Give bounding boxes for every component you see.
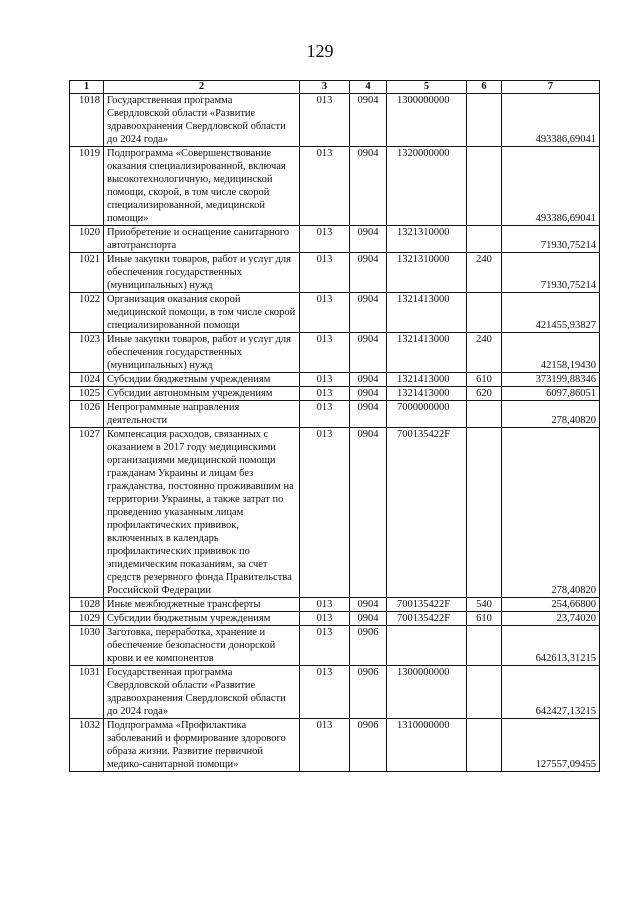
row-ministry-code: 013 <box>300 253 350 293</box>
table-row <box>70 293 600 333</box>
row-number: 1019 <box>70 147 104 226</box>
header-col-1: 1 <box>70 81 104 94</box>
row-target-code: 700135422F <box>387 612 467 626</box>
row-name: Компенсация расходов, связанных с оказанием в 2017 году медицинскими организациями медицинской помощи гражданам Украины и лицам без гражданства, постоянно проживавшим на территории Украины, а также затрат по проведению указанным лицам профилактических прививок, включенных в календарь профилактических прививок по эпидемическим показаниям, за счет средств резервного фонда Правительства Российской Федерации <box>104 428 300 598</box>
row-number: 1024 <box>70 373 104 387</box>
row-section-code: 0904 <box>350 428 387 598</box>
row-section-code: 0906 <box>350 666 387 719</box>
row-expense-type <box>467 226 502 253</box>
row-target-code: 1300000000 <box>387 666 467 719</box>
row-ministry-code: 013 <box>300 626 350 666</box>
row-amount: 278,40820 <box>502 401 600 428</box>
row-expense-type: 610 <box>467 612 502 626</box>
row-number: 1030 <box>70 626 104 666</box>
row-expense-type <box>467 147 502 226</box>
table-row <box>70 428 600 598</box>
row-section-code: 0904 <box>350 94 387 147</box>
row-name: Иные закупки товаров, работ и услуг для обеспечения государственных (муниципальных) нужд <box>104 333 300 373</box>
row-amount: 278,40820 <box>502 428 600 598</box>
row-section-code: 0904 <box>350 612 387 626</box>
row-target-code: 1321413000 <box>387 293 467 333</box>
header-col-7: 7 <box>502 81 600 94</box>
row-target-code: 1321413000 <box>387 387 467 401</box>
row-name: Государственная программа Свердловской области «Развитие здравоохранения Свердловской области до 2024 года» <box>104 94 300 147</box>
row-amount: 642613,31215 <box>502 626 600 666</box>
row-name: Государственная программа Свердловской области «Развитие здравоохранения Свердловской области до 2024 года» <box>104 666 300 719</box>
row-number: 1022 <box>70 293 104 333</box>
row-amount: 6097,86051 <box>502 387 600 401</box>
row-ministry-code: 013 <box>300 598 350 612</box>
table-row <box>70 94 600 147</box>
row-ministry-code: 013 <box>300 428 350 598</box>
row-amount: 23,74020 <box>502 612 600 626</box>
row-target-code: 1310000000 <box>387 719 467 772</box>
row-amount: 254,66800 <box>502 598 600 612</box>
row-section-code: 0904 <box>350 373 387 387</box>
row-target-code: 1320000000 <box>387 147 467 226</box>
row-name: Заготовка, переработка, хранение и обеспечение безопасности донорской крови и ее компонентов <box>104 626 300 666</box>
row-ministry-code: 013 <box>300 293 350 333</box>
row-ministry-code: 013 <box>300 226 350 253</box>
row-name: Субсидии бюджетным учреждениям <box>104 373 300 387</box>
row-name: Организация оказания скорой медицинской помощи, в том числе скорой специализированной помощи <box>104 293 300 333</box>
row-target-code: 1300000000 <box>387 94 467 147</box>
row-ministry-code: 013 <box>300 333 350 373</box>
row-name: Непрограммные направления деятельности <box>104 401 300 428</box>
page-number: 129 <box>306 41 334 61</box>
row-section-code: 0904 <box>350 293 387 333</box>
row-name: Приобретение и оснащение санитарного автотранспорта <box>104 226 300 253</box>
row-ministry-code: 013 <box>300 719 350 772</box>
row-ministry-code: 013 <box>300 387 350 401</box>
row-expense-type <box>467 401 502 428</box>
row-expense-type <box>467 626 502 666</box>
row-name: Иные межбюджетные трансферты <box>104 598 300 612</box>
row-expense-type <box>467 293 502 333</box>
row-amount: 421455,93827 <box>502 293 600 333</box>
row-expense-type <box>467 94 502 147</box>
row-target-code: 700135422F <box>387 428 467 598</box>
table-row <box>70 333 600 373</box>
row-number: 1021 <box>70 253 104 293</box>
row-ministry-code: 013 <box>300 666 350 719</box>
row-ministry-code: 013 <box>300 401 350 428</box>
table-row <box>70 373 600 387</box>
row-name: Подпрограмма «Профилактика заболеваний и формирование здорового образа жизни. Развитие первичной медико-санитарной помощи» <box>104 719 300 772</box>
row-target-code: 1321310000 <box>387 226 467 253</box>
table-row <box>70 598 600 612</box>
row-number: 1026 <box>70 401 104 428</box>
row-section-code: 0904 <box>350 598 387 612</box>
header-col-5: 5 <box>387 81 467 94</box>
row-section-code: 0904 <box>350 387 387 401</box>
row-name: Иные закупки товаров, работ и услуг для обеспечения государственных (муниципальных) нужд <box>104 253 300 293</box>
row-section-code: 0904 <box>350 147 387 226</box>
row-amount: 127557,09455 <box>502 719 600 772</box>
row-ministry-code: 013 <box>300 373 350 387</box>
row-expense-type <box>467 719 502 772</box>
row-number: 1032 <box>70 719 104 772</box>
row-amount: 493386,69041 <box>502 147 600 226</box>
row-name: Подпрограмма «Совершенствование оказания специализированной, включая высокотехнологичную, медицинской помощи, скорой, в том числе скорой специализированной, медицинской помощи» <box>104 147 300 226</box>
row-number: 1027 <box>70 428 104 598</box>
table-row <box>70 612 600 626</box>
table-row <box>70 401 600 428</box>
row-section-code: 0904 <box>350 226 387 253</box>
row-section-code: 0904 <box>350 401 387 428</box>
row-amount: 71930,75214 <box>502 226 600 253</box>
header-col-2: 2 <box>104 81 300 94</box>
row-target-code: 1321310000 <box>387 253 467 293</box>
row-target-code: 1321413000 <box>387 373 467 387</box>
row-target-code: 7000000000 <box>387 401 467 428</box>
header-col-6: 6 <box>467 81 502 94</box>
row-amount: 42158,19430 <box>502 333 600 373</box>
row-ministry-code: 013 <box>300 612 350 626</box>
table-row <box>70 387 600 401</box>
row-expense-type: 240 <box>467 333 502 373</box>
row-name: Субсидии автономным учреждениям <box>104 387 300 401</box>
row-target-code: 700135422F <box>387 598 467 612</box>
row-expense-type <box>467 666 502 719</box>
table-row <box>70 226 600 253</box>
row-number: 1028 <box>70 598 104 612</box>
header-col-3: 3 <box>300 81 350 94</box>
row-ministry-code: 013 <box>300 147 350 226</box>
row-section-code: 0906 <box>350 626 387 666</box>
table-row <box>70 253 600 293</box>
row-target-code <box>387 626 467 666</box>
header-row <box>70 81 600 94</box>
row-expense-type <box>467 428 502 598</box>
row-amount: 373199,88346 <box>502 373 600 387</box>
row-number: 1025 <box>70 387 104 401</box>
row-section-code: 0906 <box>350 719 387 772</box>
row-amount: 71930,75214 <box>502 253 600 293</box>
row-amount: 493386,69041 <box>502 94 600 147</box>
row-expense-type: 240 <box>467 253 502 293</box>
row-number: 1020 <box>70 226 104 253</box>
row-number: 1018 <box>70 94 104 147</box>
row-expense-type: 610 <box>467 373 502 387</box>
row-number: 1023 <box>70 333 104 373</box>
table-row <box>70 666 600 719</box>
budget-table <box>69 80 600 772</box>
row-amount: 642427,13215 <box>502 666 600 719</box>
row-expense-type: 620 <box>467 387 502 401</box>
table-row <box>70 147 600 226</box>
row-number: 1031 <box>70 666 104 719</box>
table-row <box>70 626 600 666</box>
row-target-code: 1321413000 <box>387 333 467 373</box>
row-number: 1029 <box>70 612 104 626</box>
row-section-code: 0904 <box>350 333 387 373</box>
table-row <box>70 719 600 772</box>
row-expense-type: 540 <box>467 598 502 612</box>
row-name: Субсидии бюджетным учреждениям <box>104 612 300 626</box>
row-ministry-code: 013 <box>300 94 350 147</box>
header-col-4: 4 <box>350 81 387 94</box>
row-section-code: 0904 <box>350 253 387 293</box>
